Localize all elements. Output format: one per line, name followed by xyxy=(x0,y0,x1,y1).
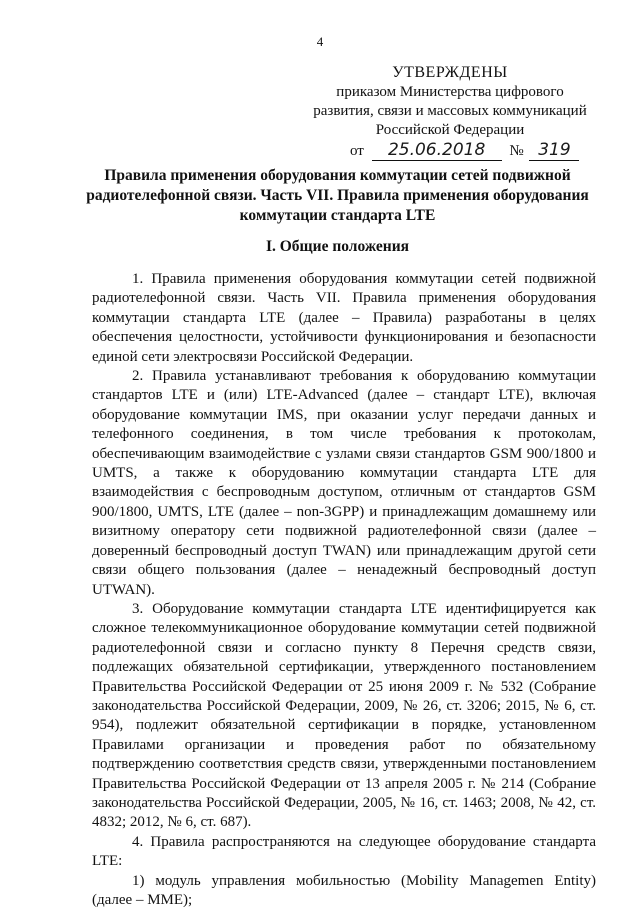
paragraph-2: 2. Правила устанавливают требования к оборудованию коммутации стандартов LTE и (или) LTE-Advanced (далее – стандарт LTE), включая оборудование коммутации IMS, при оказании услуг передачи данных и телефонного соединения, в том числе требования к протоколам, обеспечивающим взаимодействие с узлами связи стандартов GSM 900/1800 и UMTS, а также к оборудованию коммутации стандарта LTE для взаимодействия с беспроводным доступом, отличным от стандартов GSM 900/1800, UMTS, LTE (далее – non-3GPP) и принадлежащим домашнему или визитному оператору сети подвижной радиотелефонной связи (далее – доверенный беспроводный доступ TWAN) или принадлежащим другой сети связи общего пользования (далее – ненадежный беспроводный доступ UTWAN). xyxy=(92,368,596,598)
approval-line-1: приказом Министерства цифрового xyxy=(336,84,564,100)
approval-line-2: развития, связи и массовых коммуникаций xyxy=(313,103,587,119)
approval-line-3: Российской Федерации xyxy=(375,122,525,138)
order-date-handwritten: 25.06.2018 xyxy=(387,140,486,160)
date-prefix: от xyxy=(350,143,364,159)
approval-block xyxy=(300,64,600,163)
approval-heading: УТВЕРЖДЕНЫ xyxy=(392,64,508,81)
section-title: I. Общие положения xyxy=(265,238,410,255)
page-number: 4 xyxy=(316,34,324,49)
paragraph-4: 4. Правила распространяются на следующее оборудование стандарта LTE: xyxy=(92,833,596,870)
paragraph-5: 1) модуль управления мобильностью (Mobility Managemen Entity) (далее – MME); xyxy=(92,872,596,908)
document-title: Правила применения оборудования коммутации сетей подвижной радиотелефонной связи. Часть VII. Правила применения оборудования коммутации стандарта LTE xyxy=(86,167,589,224)
order-date-number xyxy=(300,141,600,163)
order-number xyxy=(529,141,579,161)
paragraph-1: 1. Правила применения оборудования коммутации сетей подвижной радиотелефонной связи. Часть VII. Правила применения оборудования коммутации стандарта LTE (далее – Правила) разработаны в целях обеспечения целостности, устойчивости функционирования и безопасности единой сети электросвязи Российской Федерации. xyxy=(92,271,596,365)
order-number-handwritten: 319 xyxy=(538,140,571,160)
number-prefix: № xyxy=(509,143,524,159)
order-date xyxy=(372,141,502,161)
paragraph-3: 3. Оборудование коммутации стандарта LTE идентифицируется как сложное телекоммуникационное оборудование коммутации сетей подвижной радиотелефонной связи и согласно пункту 8 Перечня средств связи, подлежащих обязательной сертификации, утвержденного постановлением Правительства Российской Федерации от 25 июня 2009 г. № 532 (Собрание законодательства Российской Федерации, 2009, № 26, ст. 3206; 2015, № 6, ст. 954), подлежит обязательной сертификации в порядке, установленном Правилами организации и проведения работ по обязательному подтверждению соответствия средств связи, утвержденными постановлением Правительства Российской Федерации от 13 апреля 2005 г. № 214 (Собрание законодательства Российской Федерации, 2005, № 16, ст. 1463; 2008, № 42, ст. 4832; 2012, № 6, ст. 687). xyxy=(92,600,596,831)
document-body xyxy=(92,270,596,910)
